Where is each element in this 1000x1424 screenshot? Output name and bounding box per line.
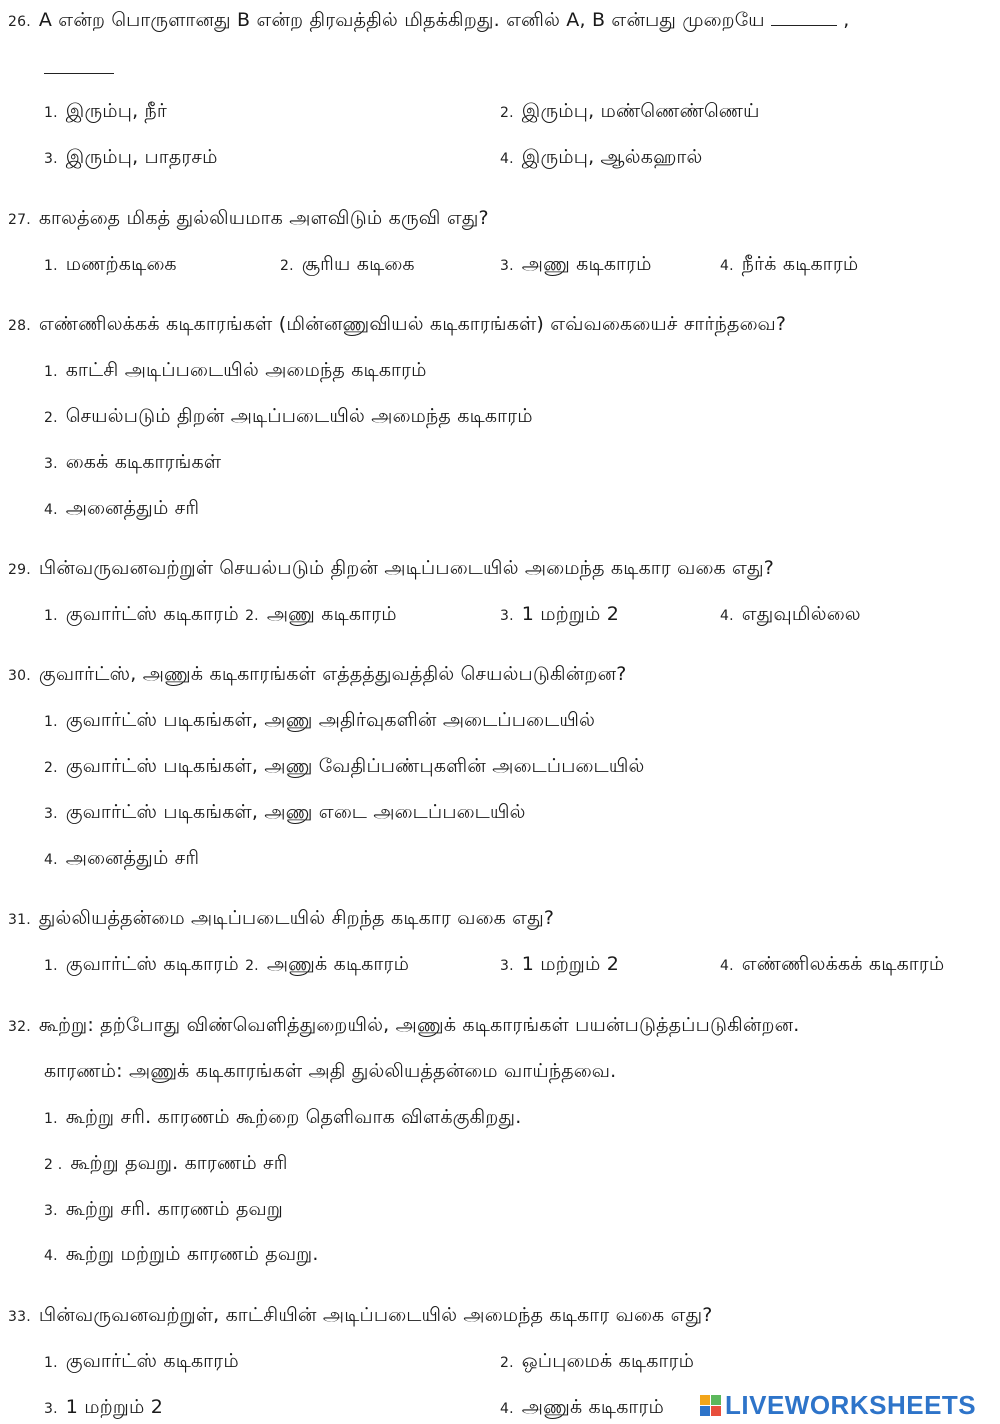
question-27 — [8, 206, 489, 232]
option-text: இரும்பு, நீர் — [65, 100, 168, 122]
question-28 — [8, 312, 786, 338]
question-number: 31. — [8, 912, 31, 928]
option — [44, 1349, 239, 1375]
question-text: பின்வருவனவற்றுள், காட்சியின் அடிப்படையில் அமைந்த கடிகார வகை எது? — [38, 1304, 713, 1326]
option-text: எண்ணிலக்கக் கடிகாரம் — [741, 953, 945, 975]
option — [44, 952, 409, 978]
option-text: 1 மற்றும் 2 — [65, 1396, 164, 1418]
liveworksheets-logo — [698, 1390, 976, 1420]
question-number: 29. — [8, 562, 31, 578]
question-31 — [8, 906, 554, 932]
question-text: A என்ற பொருளானது B என்ற திரவத்தில் மிதக்கிறது. எனில் A, B என்பது முறையே , — [38, 9, 850, 31]
option-number: 2. — [500, 105, 514, 121]
option — [44, 754, 645, 780]
answer-blank — [44, 59, 114, 74]
option — [500, 952, 619, 978]
option — [44, 800, 526, 826]
question-26-continuation — [44, 56, 114, 80]
option-number: 4. — [720, 258, 734, 274]
option — [500, 1395, 664, 1421]
option — [500, 252, 652, 278]
option-number: 2. — [245, 958, 259, 974]
question-33 — [8, 1303, 713, 1329]
option-text: குவார்ட்ஸ் படிகங்கள், அணு வேதிப்பண்புகளின் அடைப்படையில் — [65, 755, 645, 777]
question-number: 26. — [8, 14, 31, 30]
question-text: துல்லியத்தன்மை அடிப்படையில் சிறந்த கடிகார வகை எது? — [38, 907, 555, 929]
option — [44, 99, 167, 125]
option — [44, 1151, 288, 1177]
option-number: 4. — [720, 958, 734, 974]
option — [280, 252, 415, 278]
option-text: இரும்பு, மண்ணெண்ணெய் — [521, 100, 760, 122]
option — [720, 952, 944, 978]
option-number: 2. — [44, 410, 58, 426]
option-number: 1. — [44, 608, 58, 624]
option — [500, 1349, 694, 1375]
option-text: 1 மற்றும் 2 — [521, 953, 620, 975]
option-text: கூற்று சரி. காரணம் தவறு — [65, 1198, 283, 1220]
option — [44, 602, 397, 628]
option — [500, 99, 760, 125]
option-text: குவார்ட்ஸ் படிகங்கள், அணு அதிர்வுகளின் அடைப்படையில் — [65, 709, 596, 731]
option-text: ஒப்புமைக் கடிகாரம் — [521, 1350, 695, 1372]
option-number: 1. — [44, 1111, 58, 1127]
answer-blank — [771, 11, 837, 26]
question-text: குவார்ட்ஸ், அணுக் கடிகாரங்கள் எத்தத்துவத்தில் செயல்படுகின்றன? — [38, 663, 627, 685]
question-text: கூற்று: தற்போது விண்வெளித்துறையில், அணுக் கடிகாரங்கள் பயன்படுத்தப்படுகின்றன. — [38, 1014, 800, 1036]
option-number: 3. — [44, 806, 58, 822]
question-number: 28. — [8, 318, 31, 334]
question-30 — [8, 662, 627, 688]
option-text: அனைத்தும் சரி — [65, 497, 200, 519]
option-text: குவார்ட்ஸ் கடிகாரம் — [65, 953, 239, 975]
option-text: கூற்று தவறு. காரணம் சரி — [70, 1152, 288, 1174]
option-number: 1. — [44, 258, 58, 274]
option — [44, 1197, 283, 1223]
option-number: 1. — [44, 1355, 58, 1371]
question-text: காரணம்: அணுக் கடிகாரங்கள் அதி துல்லியத்தன்மை வாய்ந்தவை. — [44, 1060, 617, 1082]
option — [44, 1395, 163, 1421]
question-29 — [8, 556, 774, 582]
liveworksheets-wordmark: LIVEWORKSHEETS — [725, 1390, 977, 1420]
option — [500, 602, 619, 628]
option-number: 4. — [500, 1401, 514, 1417]
question-number: 30. — [8, 668, 31, 684]
option-number: 1. — [44, 714, 58, 730]
option-text: குவார்ட்ஸ் படிகங்கள், அணு எடை அடைப்படையில் — [65, 801, 526, 823]
option — [44, 358, 427, 384]
option-number: 2. — [245, 608, 259, 624]
option-text: அணு கடிகாரம் — [521, 253, 652, 275]
option-number: 3. — [44, 1203, 58, 1219]
option — [44, 450, 221, 476]
question-number: 32. — [8, 1019, 31, 1035]
option-text: கைக் கடிகாரங்கள் — [65, 451, 222, 473]
option — [44, 496, 199, 522]
option — [44, 404, 533, 430]
option-text: நீர்க் கடிகாரம் — [741, 253, 859, 275]
option — [44, 1242, 319, 1268]
option-text: கூற்று சரி. காரணம் கூற்றை தெளிவாக விளக்குகிறது. — [65, 1106, 522, 1128]
logo-square-icon — [700, 1395, 710, 1405]
liveworksheets-icon — [700, 1395, 721, 1416]
option — [44, 708, 595, 734]
question-32 — [8, 1013, 800, 1039]
option-text: குவார்ட்ஸ் கடிகாரம் — [65, 603, 239, 625]
logo-square-icon — [711, 1395, 721, 1405]
option-text: இரும்பு, பாதரசம் — [65, 146, 218, 168]
option-text: அனைத்தும் சரி — [65, 847, 200, 869]
option — [720, 602, 861, 628]
option-number: 2 . — [44, 1157, 63, 1173]
question-number: 33. — [8, 1309, 31, 1325]
option — [500, 145, 703, 171]
question-text: காலத்தை மிகத் துல்லியமாக அளவிடும் கருவி எது? — [38, 207, 489, 229]
option-text: அணுக் கடிகாரம் — [521, 1396, 664, 1418]
option — [44, 846, 199, 872]
option-number: 3. — [44, 151, 58, 167]
logo-square-icon — [700, 1406, 710, 1416]
option-text: செயல்படும் திறன் அடிப்படையில் அமைந்த கடிகாரம் — [65, 405, 533, 427]
option-number: 1. — [44, 364, 58, 380]
option-number: 4. — [720, 608, 734, 624]
option-number: 3. — [500, 258, 514, 274]
option-number: 1. — [44, 105, 58, 121]
option-text: அணு கடிகாரம் — [266, 603, 397, 625]
option-number: 4. — [500, 151, 514, 167]
option-text: மணற்கடிகை — [65, 253, 177, 275]
question-26 — [8, 8, 849, 34]
option — [44, 145, 218, 171]
option-number: 4. — [44, 1248, 58, 1264]
option-text: குவார்ட்ஸ் கடிகாரம் — [65, 1350, 239, 1372]
option-number: 4. — [44, 502, 58, 518]
question-32-reason — [44, 1059, 616, 1083]
option — [720, 252, 858, 278]
option-text: அணுக் கடிகாரம் — [266, 953, 410, 975]
option-number: 3. — [500, 958, 514, 974]
logo-square-icon — [711, 1406, 721, 1416]
option-number: 3. — [44, 1401, 58, 1417]
option-text: 1 மற்றும் 2 — [521, 603, 620, 625]
option-number: 2. — [280, 258, 294, 274]
option-number: 2. — [44, 760, 58, 776]
option-text: இரும்பு, ஆல்கஹால் — [521, 146, 703, 168]
question-number: 27. — [8, 212, 31, 228]
option-number: 4. — [44, 852, 58, 868]
question-text: பின்வருவனவற்றுள் செயல்படும் திறன் அடிப்படையில் அமைந்த கடிகார வகை எது? — [38, 557, 775, 579]
option-text: சூரிய கடிகை — [301, 253, 415, 275]
question-text: எண்ணிலக்கக் கடிகாரங்கள் (மின்னணுவியல் கடிகாரங்கள்) எவ்வகையைச் சார்ந்தவை? — [38, 313, 787, 335]
option-text: காட்சி அடிப்படையில் அமைந்த கடிகாரம் — [65, 359, 427, 381]
option — [44, 1105, 521, 1131]
option — [44, 252, 177, 278]
option-number: 2. — [500, 1355, 514, 1371]
option-text: கூற்று மற்றும் காரணம் தவறு. — [65, 1243, 319, 1265]
option-number: 3. — [500, 608, 514, 624]
option-text: எதுவுமில்லை — [741, 603, 861, 625]
option-number: 1. — [44, 958, 58, 974]
option-number: 3. — [44, 456, 58, 472]
